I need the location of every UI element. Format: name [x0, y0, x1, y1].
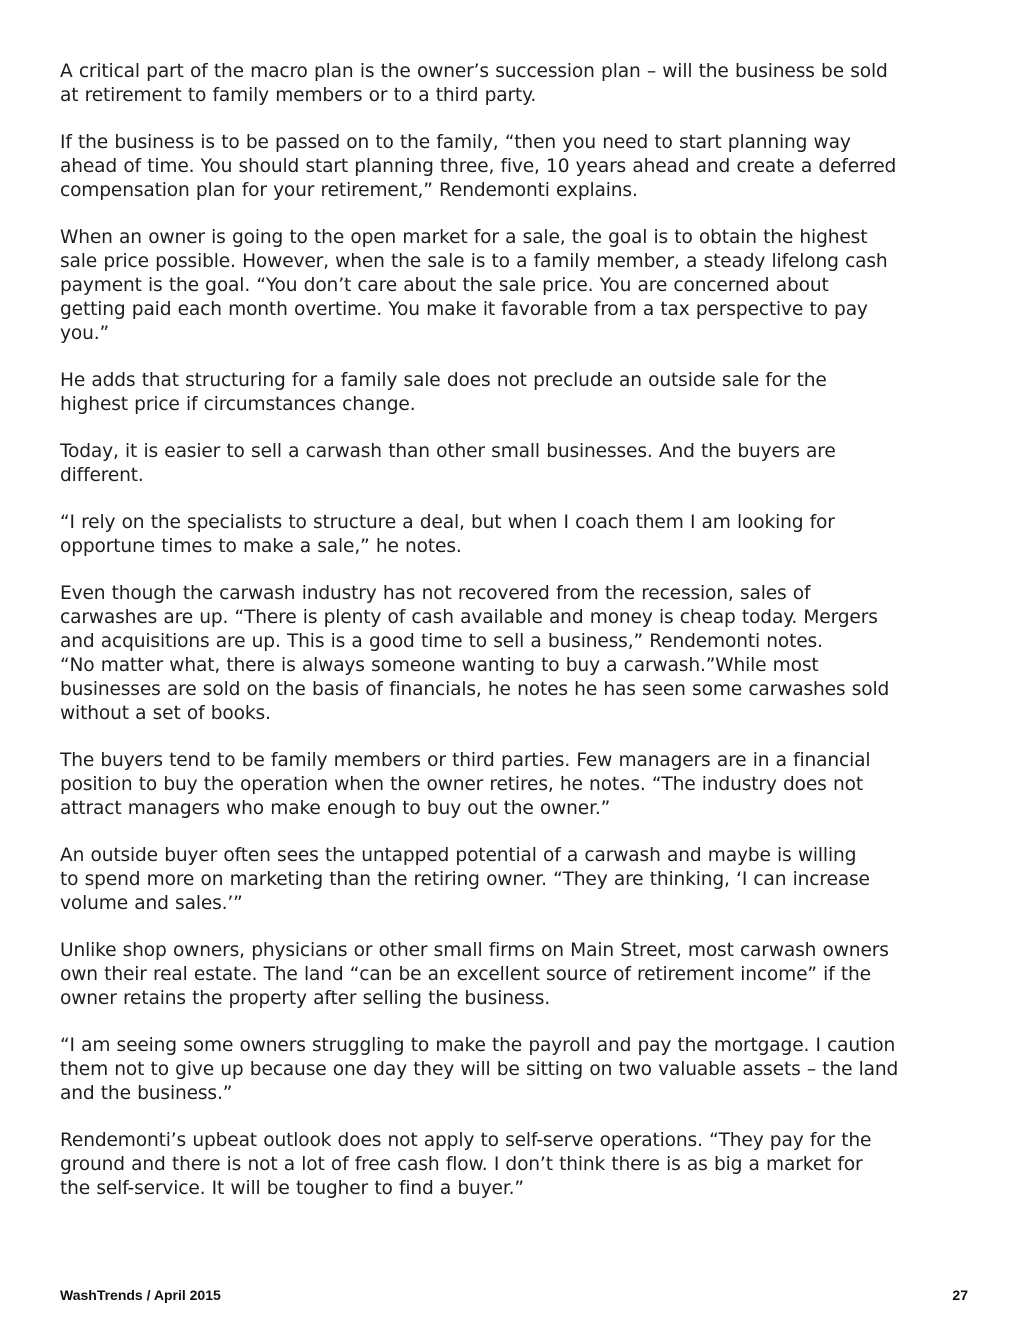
paragraph-line: own their real estate. The land “can be an excellent source of retirement income” if the	[60, 964, 871, 985]
article-paragraph	[60, 844, 965, 916]
publication-issue-label: WashTrends / April 2015	[60, 1287, 221, 1303]
page-footer	[60, 1287, 968, 1305]
paragraph-line: sale price possible. However, when the sale is to a family member, a steady lifelong cash	[60, 251, 888, 272]
paragraph-line: He adds that structuring for a family sale does not preclude an outside sale for the	[60, 370, 827, 391]
paragraph-line: If the business is to be passed on to the family, “then you need to start planning way	[60, 132, 851, 153]
paragraph-line: different.	[60, 465, 144, 486]
article-body	[60, 60, 965, 1224]
paragraph-line: the self-service. It will be tougher to find a buyer.”	[60, 1178, 524, 1199]
paragraph-line: carwashes are up. “There is plenty of cash available and money is cheap today. Mergers	[60, 607, 878, 628]
paragraph-line: “No matter what, there is always someone wanting to buy a carwash.”While most	[60, 655, 819, 676]
paragraph-line: position to buy the operation when the owner retires, he notes. “The industry does not	[60, 774, 863, 795]
article-paragraph	[60, 60, 965, 108]
article-paragraph	[60, 1034, 965, 1106]
paragraph-line: attract managers who make enough to buy out the owner.”	[60, 798, 611, 819]
paragraph-line: Rendemonti’s upbeat outlook does not apply to self-serve operations. “They pay for the	[60, 1130, 872, 1151]
paragraph-line: to spend more on marketing than the retiring owner. “They are thinking, ‘I can increase	[60, 869, 870, 890]
article-paragraph	[60, 939, 965, 1011]
article-paragraph	[60, 131, 965, 203]
paragraph-line: and acquisitions are up. This is a good time to sell a business,” Rendemonti notes.	[60, 631, 823, 652]
paragraph-line: Even though the carwash industry has not recovered from the recession, sales of	[60, 583, 811, 604]
paragraph-line: getting paid each month overtime. You make it favorable from a tax perspective to pay	[60, 299, 868, 320]
article-paragraph	[60, 511, 965, 559]
paragraph-line: owner retains the property after selling the business.	[60, 988, 550, 1009]
paragraph-line: “I rely on the specialists to structure a deal, but when I coach them I am looking for	[60, 512, 835, 533]
paragraph-line: A critical part of the macro plan is the owner’s succession plan – will the business be sold	[60, 61, 888, 82]
paragraph-line: ahead of time. You should start planning three, five, 10 years ahead and create a deferred	[60, 156, 897, 177]
paragraph-line: An outside buyer often sees the untapped potential of a carwash and maybe is willing	[60, 845, 857, 866]
paragraph-line: them not to give up because one day they will be sitting on two valuable assets – the land	[60, 1059, 899, 1080]
article-paragraph	[60, 226, 965, 346]
paragraph-line: highest price if circumstances change.	[60, 394, 416, 415]
paragraph-line: without a set of books.	[60, 703, 271, 724]
paragraph-line: “I am seeing some owners struggling to make the payroll and pay the mortgage. I caution	[60, 1035, 896, 1056]
paragraph-line: businesses are sold on the basis of financials, he notes he has seen some carwashes sold	[60, 679, 890, 700]
article-paragraph	[60, 369, 965, 417]
article-paragraph	[60, 440, 965, 488]
article-paragraph	[60, 749, 965, 821]
paragraph-line: opportune times to make a sale,” he notes.	[60, 536, 462, 557]
article-paragraph	[60, 582, 965, 726]
paragraph-line: When an owner is going to the open market for a sale, the goal is to obtain the highest	[60, 227, 868, 248]
paragraph-line: compensation plan for your retirement,” Rendemonti explains.	[60, 180, 638, 201]
page-number: 27	[952, 1287, 968, 1303]
article-paragraph	[60, 1129, 965, 1201]
paragraph-line: The buyers tend to be family members or third parties. Few managers are in a financial	[60, 750, 871, 771]
paragraph-line: volume and sales.’”	[60, 893, 243, 914]
paragraph-line: you.”	[60, 323, 109, 344]
paragraph-line: Unlike shop owners, physicians or other small firms on Main Street, most carwash owners	[60, 940, 889, 961]
paragraph-line: Today, it is easier to sell a carwash than other small businesses. And the buyers are	[60, 441, 836, 462]
paragraph-line: at retirement to family members or to a third party.	[60, 85, 537, 106]
paragraph-line: and the business.”	[60, 1083, 233, 1104]
paragraph-line: payment is the goal. “You don’t care about the sale price. You are concerned about	[60, 275, 829, 296]
paragraph-line: ground and there is not a lot of free cash flow. I don’t think there is as big a market for	[60, 1154, 863, 1175]
